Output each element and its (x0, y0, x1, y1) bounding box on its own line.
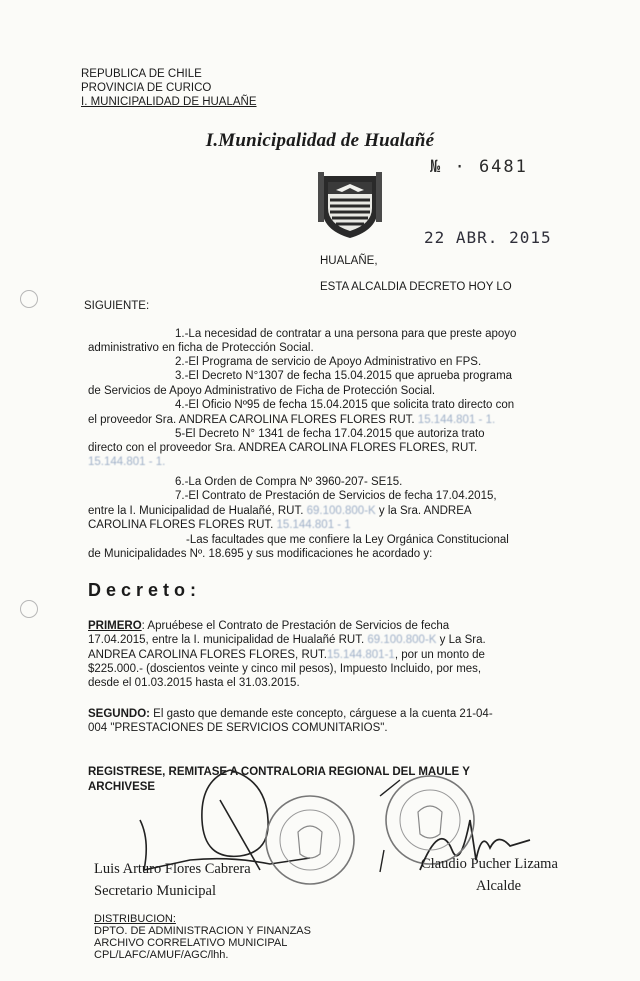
considerando-7-text: entre la I. Municipalidad de Hualañé, RUT. (88, 505, 304, 517)
redacted-rut: 15.144.801 - 1. (88, 456, 166, 468)
header-republica: REPUBLICA DE CHILE (81, 68, 202, 80)
segundo-line-2: 004 "PRESTACIONES DE SERVICIOS COMUNITARIOS". (88, 722, 388, 734)
decreto-heading: Decreto: (88, 580, 202, 600)
considerando-3: 3.-El Decreto N°1307 de fecha 15.04.2015 que aprueba programa (175, 370, 513, 382)
header-municipalidad: I. MUNICIPALIDAD DE HUALAÑE (81, 96, 257, 108)
header-provincia: PROVINCIA DE CURICO (81, 82, 212, 94)
stamp-date: 22 ABR. 2015 (424, 228, 552, 247)
considerando-5-cont: directo con el proveedor Sra. ANDREA CAROLINA FLORES FLORES, RUT. (88, 442, 478, 454)
left-signer-name: Luis Arturo Flores Cabrera (94, 861, 251, 877)
considerando-8-cont: de Municipalidades Nº. 18.695 y sus modificaciones he acordado y: (88, 548, 433, 560)
place: HUALAÑE, (320, 255, 378, 267)
punch-hole (20, 600, 38, 618)
primero-text-2b: y La Sra. (439, 634, 486, 646)
considerando-7-name: CAROLINA FLORES FLORES RUT. (88, 519, 274, 531)
distribucion-line-2: ARCHIVO CORRELATIVO MUNICIPAL (94, 937, 288, 949)
segundo-line-1 (88, 707, 493, 721)
distribucion-line-3: CPL/LAFC/AMUF/AGC/lhh. (94, 949, 229, 961)
right-signer-title: Alcalde (476, 878, 522, 894)
segundo-text: El gasto que demande este concepto, cárguese a la cuenta 21-04- (149, 708, 493, 720)
considerando-8: -Las facultades que me confiere la Ley Orgánica Constitucional (186, 534, 509, 546)
primero-text-3b: , por un monto de (394, 649, 485, 661)
right-signer-name: Claudio Pucher Lizama (421, 856, 558, 872)
decreto-intro: ESTA ALCALDIA DECRETO HOY LO (320, 281, 512, 293)
considerando-4: 4.-El Oficio Nº95 de fecha 15.04.2015 que solicita trato directo con (175, 399, 515, 411)
considerando-7-cont2 (88, 518, 351, 532)
considerando-7-cont (88, 504, 472, 518)
primero-line-2 (88, 633, 486, 647)
primero-line-5: desde el 01.03.2015 hasta el 31.03.2015. (88, 677, 300, 689)
primero-label: PRIMERO (88, 620, 142, 632)
considerando-7: 7.-El Contrato de Prestación de Servicios de fecha 17.04.2015, (175, 490, 497, 502)
considerando-4-cont (88, 413, 495, 427)
siguiente-label: SIGUIENTE: (84, 300, 150, 312)
registrese-line-1: REGISTRESE, REMITASE A CONTRALORIA REGIONAL DEL MAULE Y (88, 766, 470, 778)
considerando-3-cont: de Servicios de Apoyo Administrativo de Ficha de Protección Social. (88, 385, 436, 397)
seal-secretario-icon (262, 792, 358, 888)
registrese-line-2: ARCHIVESE (88, 781, 156, 793)
municipal-crest-icon (318, 168, 382, 240)
redacted-rut: 69.100.800-K (367, 634, 437, 646)
stamp-number: № · 6481 (430, 157, 528, 177)
primero-text-2a: 17.04.2015, entre la I. municipalidad de Hualañé RUT. (88, 634, 365, 646)
considerando-7-end: y la Sra. ANDREA (378, 505, 472, 517)
distribucion-line-1: DPTO. DE ADMINISTRACION Y FINANZAS (94, 925, 311, 937)
left-signer-title: Secretario Municipal (94, 883, 216, 899)
primero-text: : Apruébese el Contrato de Prestación de Servicios de fecha (141, 620, 450, 632)
document-title: I.Municipalidad de Hualañé (205, 130, 435, 151)
primero-line-1 (88, 619, 449, 633)
considerando-2: 2.-El Programa de servicio de Apoyo Administrativo en FPS. (175, 356, 482, 368)
segundo-label: SEGUNDO: (88, 708, 150, 720)
primero-line-3 (88, 648, 485, 662)
seal-alcalde-icon (382, 772, 478, 868)
considerando-1-cont: administrativo en ficha de Protección Social. (88, 342, 314, 354)
primero-text-3a: ANDREA CAROLINA FLORES FLORES, RUT. (88, 649, 328, 661)
primero-line-4: $225.000.- (doscientos veinte y cinco mil pesos), Impuesto Incluido, por mes, (88, 663, 482, 675)
distribucion-label: DISTRIBUCION: (94, 913, 176, 925)
considerando-4-text: el proveedor Sra. ANDREA CAROLINA FLORES FLORES RUT. (88, 414, 415, 426)
redacted-rut: 15.144.801 - 1. (417, 414, 496, 426)
redacted-rut: 15.144.801 - 1 (276, 519, 351, 531)
considerando-5: 5-El Decreto N° 1341 de fecha 17.04.2015 que autoriza trato (175, 428, 485, 440)
punch-hole (20, 290, 38, 308)
redacted-rut: 69.100.800-K (306, 505, 376, 517)
considerando-1: 1.-La necesidad de contratar a una persona para que preste apoyo (175, 328, 517, 340)
considerando-6: 6.-La Orden de Compra Nº 3960-207- SE15. (175, 476, 403, 488)
redacted-rut: 15.144.801-1 (327, 649, 395, 661)
